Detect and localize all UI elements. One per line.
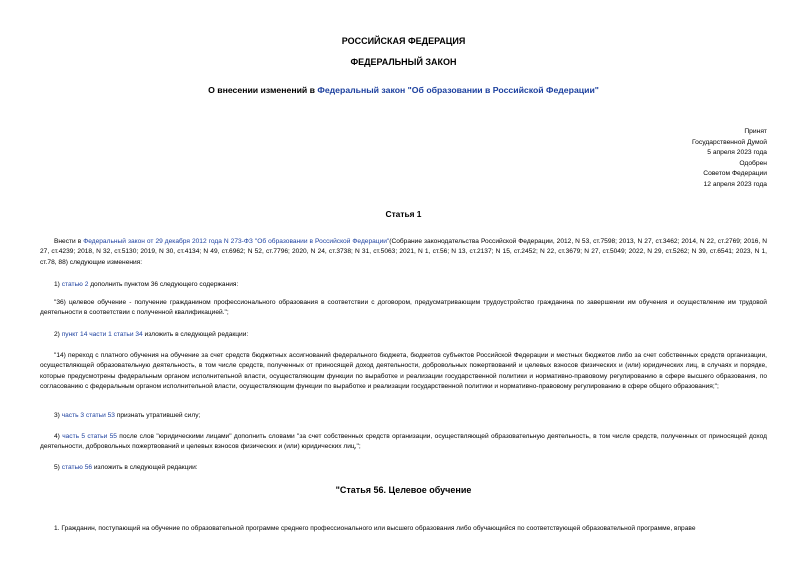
acceptance-line: Советом Федерации xyxy=(703,170,767,178)
acceptance-line: Государственной Думой xyxy=(692,138,767,146)
law-title xyxy=(0,85,807,95)
article-56-paragraph-1: 1. Гражданин, поступающий на обучение по образовательной программе среднего профессионального или высшего образования либо обучающийся по соответствующей образовательной программе, вправе xyxy=(54,525,696,532)
item-text: изложить в следующей редакции: xyxy=(142,331,249,338)
acceptance-block xyxy=(692,127,767,191)
intro-rest: (Собрание законодательства Российской Федерации, 2012, N 53, ст.7598; 2013, N 27, ст.3462; 2014, N 22, ст.2769; 2016, N 27, ст.4239; 2018, N 32, ст.5130; 2019, N 30, ст.4134; N 49, ст.6962; N 52, ст.7796; 2020, N 24, ст.3738; N 31, ст.5063; 2021, N 1, ст.56; N 13, ст.2137; N 15, ст.2452; N 22, ст.3679; N 27, ст.5049; 2022, N 29, ст.5262; N 39, ст.6541; 2023, N 1, ст.78, 88) следующие изменения: xyxy=(40,238,767,266)
item-2-link[interactable]: пункт 14 части 1 статьи 34 xyxy=(61,331,143,338)
article-1-intro xyxy=(40,237,767,268)
item-1-quote: "36) целевое обучение - получение гражданином профессионального образования в соответствии с договором, предусматривающим трудоустройство гражданина по завершении им обучения и осуществление им трудовой деятельности в соответствии с полученной квалификацией."; xyxy=(40,299,767,317)
law-title-prefix: О внесении изменений в xyxy=(208,85,318,95)
item-number: 4) xyxy=(54,433,63,440)
article-56-heading: "Статья 56. Целевое обучение xyxy=(335,485,472,495)
item-number: 3) xyxy=(54,412,62,419)
item-2-quote: "14) переход с платного обучения на обучение за счет средств бюджетных ассигнований федерального бюджета, бюджетов субъектов Российской Федерации и местных бюджетов либо за счет собственных средств организации, осуществляющей образовательную деятельность, в том числе средств, полученных от приносящей доход деятельности, добровольных пожертвований и целевых взносов физических и (или) юридических лиц, в случаях и порядке, которые предусмотрены федеральным органом исполнительной власти, осуществляющим функции по выработке и реализации государственной политики и нормативно-правовому регулированию в сфере высшего образования, по согласованию с федеральным органом исполнительной власти, осуществляющим функции по выработке и реализации государственной политики и нормативно-правовому регулированию в сфере общего образования;"; xyxy=(40,352,767,390)
acceptance-line: 5 апреля 2023 года xyxy=(707,149,767,157)
doc-type-heading: ФЕДЕРАЛЬНЫЙ ЗАКОН xyxy=(350,57,457,67)
item-number: 2) xyxy=(54,331,62,338)
item-2 xyxy=(40,330,767,340)
item-4-link[interactable]: часть 5 статьи 55 xyxy=(62,433,117,440)
intro-prefix: Внести в xyxy=(54,238,84,245)
item-3-link[interactable]: часть 3 статьи 53 xyxy=(61,412,115,419)
item-3 xyxy=(40,411,767,421)
article-1-heading: Статья 1 xyxy=(385,209,422,219)
law-title-link[interactable]: Федеральный закон "Об образовании в Российской Федерации" xyxy=(317,85,599,95)
item-text: признать утратившей силу; xyxy=(114,412,201,419)
acceptance-line: Принят xyxy=(744,128,767,135)
item-4 xyxy=(40,432,767,453)
acceptance-line: 12 апреля 2023 года xyxy=(703,180,767,188)
item-1-link[interactable]: статью 2 xyxy=(61,281,89,288)
item-text: изложить в следующей редакции: xyxy=(92,464,198,471)
item-text: дополнить пунктом 36 следующего содержания: xyxy=(88,281,239,288)
country-heading: РОССИЙСКАЯ ФЕДЕРАЦИЯ xyxy=(341,36,466,46)
acceptance-line: Одобрен xyxy=(739,159,767,167)
law-reference-link[interactable]: Федеральный закон от 29 декабря 2012 года N 273-ФЗ "Об образовании в Российской Федерации" xyxy=(83,238,390,245)
item-1 xyxy=(40,280,767,290)
item-5 xyxy=(40,463,767,473)
item-5-link[interactable]: статью 56 xyxy=(61,464,93,471)
item-number: 1) xyxy=(54,281,62,288)
item-text: после слов "юридическими лицами" дополнить словами "за счет собственных средств организации, осуществляющей образовательную деятельность, в том числе средств, полученных от приносящей доход деятельности, добровольных пожертвований и целевых взносов физических и (или) юридических лиц,"; xyxy=(40,433,768,451)
item-number: 5) xyxy=(54,464,62,471)
